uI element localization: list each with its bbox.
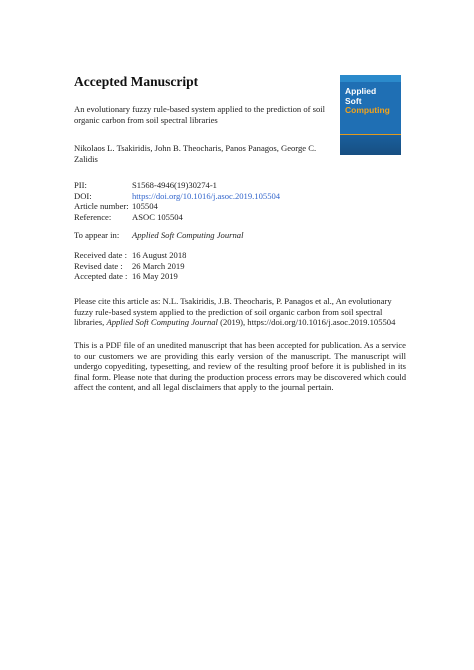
citation-suffix: (2019), https://doi.org/10.1016/j.asoc.2019.105504 bbox=[217, 317, 396, 328]
identifier-row-article-number bbox=[74, 201, 280, 212]
date-label: Received date : bbox=[74, 250, 127, 260]
cover-title-line1: Applied bbox=[345, 86, 377, 96]
cover-title-line3: Computing bbox=[345, 105, 390, 115]
date-value: 26 March 2019 bbox=[132, 260, 185, 271]
cover-title bbox=[345, 87, 390, 116]
date-value: 16 May 2019 bbox=[132, 271, 178, 282]
identifier-label: PII: bbox=[74, 180, 87, 190]
article-title: An evolutionary fuzzy rule-based system applied to the prediction of soil organic carbon from soil spectral libraries bbox=[74, 104, 326, 125]
identifier-value: S1568-4946(19)30274-1 bbox=[132, 180, 217, 190]
date-label: Accepted date : bbox=[74, 271, 128, 282]
identifier-label: Article number: bbox=[74, 201, 129, 212]
citation-prefix: Please cite this article as: N.L. Tsakiridis, J.B. Theocharis, P. Panagos et al., An evolutionary fuzzy rule-based system applied to the prediction of soil organic carbon from soil spectral libraries, bbox=[74, 296, 392, 328]
identifier-label: Reference: bbox=[74, 211, 112, 222]
date-value: 16 August 2018 bbox=[132, 250, 187, 260]
identifier-block bbox=[74, 180, 280, 222]
identifier-value: ASOC 105504 bbox=[132, 211, 183, 222]
identifier-row-reference bbox=[74, 212, 280, 223]
cover-title-line2: Soft bbox=[345, 95, 362, 106]
doi-link[interactable]: https://doi.org/10.1016/j.asoc.2019.105504 bbox=[132, 190, 281, 201]
citation-journal: Applied Soft Computing Journal bbox=[106, 317, 218, 328]
date-row-received bbox=[74, 250, 186, 261]
date-row-revised bbox=[74, 261, 186, 272]
dates-block bbox=[74, 250, 186, 282]
appear-in-label: To appear in: bbox=[74, 230, 120, 240]
citation-paragraph bbox=[74, 296, 406, 328]
identifier-label: DOI: bbox=[74, 190, 92, 201]
journal-cover-image bbox=[340, 75, 401, 155]
identifier-value: 105504 bbox=[132, 201, 158, 212]
manuscript-notice: This is a PDF file of an unedited manuscript that has been accepted for publication. As a service to our customers we are providing this early version of the manuscript. The manuscript will undergo copyediting, typesetting, and review of the resulting proof before it is published in its final form. Please note that during the production process errors may be discovered which could affect the content, and all legal disclaimers that apply to the journal pertain. bbox=[74, 340, 406, 393]
date-label: Revised date : bbox=[74, 260, 123, 271]
identifier-row-doi bbox=[74, 191, 280, 202]
appear-in-row bbox=[74, 230, 243, 241]
identifier-row-pii bbox=[74, 180, 280, 191]
date-row-accepted bbox=[74, 271, 186, 282]
appear-in-block bbox=[74, 230, 243, 241]
author-list: Nikolaos L. Tsakiridis, John B. Theocharis, Panos Panagos, George C. Zalidis bbox=[74, 143, 317, 164]
journal-name: Applied Soft Computing Journal bbox=[132, 230, 244, 240]
page-heading: Accepted Manuscript bbox=[74, 74, 199, 89]
cover-top-bar bbox=[340, 75, 401, 82]
cover-bottom-band bbox=[340, 135, 401, 155]
